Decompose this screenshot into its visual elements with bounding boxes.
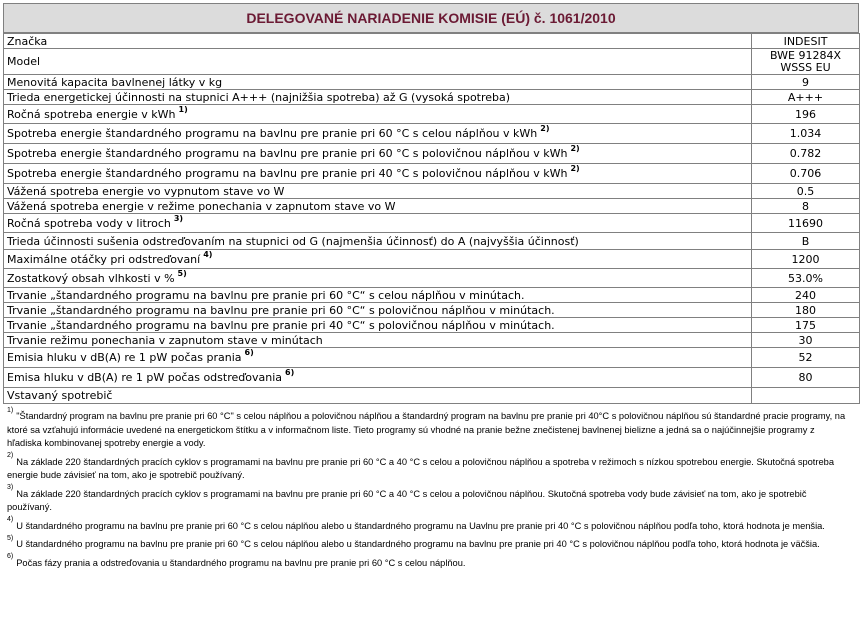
table-row	[4, 388, 860, 404]
table-row	[4, 214, 860, 233]
row-value: 9	[752, 75, 860, 90]
footnote-text: U štandardného programu na bavlnu pre pranie pri 60 °C s celou náplňou alebo u štandardného programu na bavlnu pre pranie pri 40 °C s polovičnou náplňou podľa toho, ktorá hodnota je väčšia.	[16, 539, 820, 549]
row-label	[4, 250, 752, 269]
row-label-text: Spotreba energie štandardného programu na bavlnu pre pranie pri 60 °C s celou náplňou v kWh	[7, 127, 538, 140]
row-label	[4, 184, 752, 199]
row-label-text: Zostatkový obsah vlhkosti v %	[7, 271, 175, 285]
footnote	[7, 484, 847, 515]
row-label	[4, 318, 752, 333]
row-label-text: Emisa hluku v dB(A) re 1 pW počas odstreďovania	[7, 371, 282, 384]
row-value: B	[752, 233, 860, 250]
table-row	[4, 184, 860, 199]
row-label-text: Maximálne otáčky pri odstreďovaní	[7, 252, 201, 266]
row-value: A+++	[752, 90, 860, 105]
row-label-text: Menovitá kapacita bavlnenej látky v kg	[7, 75, 223, 89]
row-label	[4, 333, 752, 348]
row-label	[4, 90, 752, 105]
row-value: 196	[752, 105, 860, 124]
footnote	[7, 516, 847, 534]
row-label	[4, 269, 752, 288]
table-row	[4, 34, 860, 49]
footnote-ref: 3)	[173, 213, 184, 223]
row-value: 11690	[752, 214, 860, 233]
row-label-text: Trieda účinnosti sušenia odstreďovaním na stupnici od G (najmenšia účinnosť) do A (najvyššia účinnosť)	[7, 234, 579, 248]
row-label-text: Ročná spotreba vody v litroch	[7, 216, 171, 230]
row-label-text: Trvanie „štandardného programu na bavlnu pre pranie pri 60 °C“ s polovičnou náplňou v minútach.	[7, 303, 555, 317]
row-label-text: Ročná spotreba energie v kWh	[7, 107, 176, 121]
table-row	[4, 303, 860, 318]
footnote-number: 1)	[7, 406, 14, 414]
row-label-text: Model	[7, 55, 41, 68]
table-row	[4, 144, 860, 164]
row-value: 0.706	[752, 164, 860, 184]
footnote-text: U štandardného programu na bavlnu pre pranie pri 60 °C s celou náplňou alebo u štandardného programu na Uavlnu pre pranie pri 40 °C s polovičnou náplňou podľa toho, ktorá hodnota je menšia.	[16, 520, 825, 531]
row-value: INDESIT	[752, 34, 860, 49]
row-value: 0.782	[752, 144, 860, 164]
row-label	[4, 348, 752, 368]
footnote-number: 2)	[7, 452, 14, 460]
footnote	[7, 553, 847, 571]
footnote-text: "Štandardný program na bavlnu pre pranie pri 60 °C" s celou náplňou a polovičnou náplňou a štandardný program na bavlnu pre pranie pri 40°C s polovičnou náplňou sú štandardné pracie programy, na ktoré sa vzťahujú informácie uvedené na energetickom štítku a v informačnom liste. Tieto programy sú vhodné na pranie bežne znečistenej bavlnenej bielizne a jedná sa o najúčinnejšie programy z hľadiska kombinovanej spotreby energie a vody.	[7, 411, 846, 448]
footnote-number: 3)	[7, 484, 14, 492]
row-label-text: Trvanie „štandardného programu na bavlnu pre pranie pri 40 °C“ s polovičnou náplňou v minútach.	[7, 318, 555, 332]
table-row	[4, 318, 860, 333]
table-row	[4, 164, 860, 184]
row-label	[4, 303, 752, 318]
row-label	[4, 144, 752, 164]
row-label-text: Vážená spotreba energie vo vypnutom stave vo W	[7, 184, 285, 198]
document-title: DELEGOVANÉ NARIADENIE KOMISIE (EÚ) č. 1061/2010	[3, 3, 859, 33]
row-value	[752, 388, 860, 404]
row-label	[4, 388, 752, 404]
row-label	[4, 34, 752, 49]
footnote-number: 6)	[7, 553, 14, 561]
footnote-text: Na základe 220 štandardných pracích cyklov s programami na bavlnu pre pranie pri 60 °C a 40 °C s celou a polovičnou náplňou. Skutočná spotreba vody bude závisieť na tom, ako je spotrebič používaný.	[7, 488, 807, 512]
row-value: 0.5	[752, 184, 860, 199]
footnote-ref: 4)	[203, 249, 213, 259]
table-row	[4, 368, 860, 388]
row-label	[4, 233, 752, 250]
row-value: 180	[752, 303, 860, 318]
table-row	[4, 333, 860, 348]
table-row	[4, 269, 860, 288]
row-label-text: Spotreba energie štandardného programu na bavlnu pre pranie pri 60 °C s polovičnou náplňou v kWh	[7, 147, 568, 160]
table-row	[4, 250, 860, 269]
table-row	[4, 105, 860, 124]
row-label-text: Spotreba energie štandardného programu na bavlnu pre pranie pri 40 °C s polovičnou náplňou v kWh	[7, 167, 568, 180]
specs-table	[3, 33, 860, 404]
row-value: 1200	[752, 250, 860, 269]
footnote-ref: 2)	[570, 144, 580, 154]
row-label-text: Trieda energetickej účinnosti na stupnici A+++ (najnižšia spotreba) až G (vysoká spotreba)	[7, 90, 511, 104]
footnotes	[3, 406, 847, 570]
row-label-text: Trvanie „štandardného programu na bavlnu pre pranie pri 60 °C“ s celou náplňou v minútach.	[7, 288, 525, 302]
footnote-ref: 2)	[570, 164, 580, 174]
footnote-ref: 6)	[285, 368, 295, 378]
footnote-number: 4)	[7, 516, 14, 524]
row-label	[4, 75, 752, 90]
row-value: 80	[752, 368, 860, 388]
footnote-ref: 2)	[540, 124, 550, 134]
row-label-text: Trvanie režimu ponechania v zapnutom stave v minútach	[7, 333, 323, 347]
row-label-text: Značka	[7, 34, 48, 48]
footnote-text: Na základe 220 štandardných pracích cyklov s programami na bavlnu pre pranie pri 60 °C a 40 °C s celou a polovičnou náplňou a spotreba v režimoch s nízkou spotrebou energie. Skutočná spotreba energie bude závisieť na tom, ako je spotrebič používaný.	[7, 456, 835, 480]
footnote-ref: 5)	[177, 268, 187, 278]
row-label	[4, 49, 752, 75]
row-value: BWE 91284X WSSS EU	[752, 49, 860, 75]
footnote-number: 5)	[7, 534, 14, 542]
row-label-text: Vážená spotreba energie v režime ponechania v zapnutom stave vo W	[7, 199, 396, 213]
table-row	[4, 75, 860, 90]
footnote	[7, 452, 847, 483]
table-row	[4, 288, 860, 303]
footnote	[7, 406, 847, 451]
row-value: 175	[752, 318, 860, 333]
row-label	[4, 199, 752, 214]
row-label	[4, 288, 752, 303]
table-row	[4, 199, 860, 214]
table-row	[4, 233, 860, 250]
table-row	[4, 90, 860, 105]
row-value: 30	[752, 333, 860, 348]
row-label-text: Emisia hluku v dB(A) re 1 pW počas prania	[7, 351, 242, 364]
row-value: 240	[752, 288, 860, 303]
footnote	[7, 534, 847, 552]
row-value: 52	[752, 348, 860, 368]
row-label	[4, 214, 752, 233]
row-label	[4, 105, 752, 124]
footnote-text: Počas fázy prania a odstreďovania u štandardného programu na bavlnu pre pranie pri 60 °C s celou náplňou.	[16, 557, 466, 568]
row-label	[4, 368, 752, 388]
energy-label-sheet	[3, 3, 859, 575]
table-row	[4, 49, 860, 75]
row-value: 1.034	[752, 124, 860, 144]
table-row	[4, 124, 860, 144]
row-label	[4, 124, 752, 144]
footnote-ref: 1)	[178, 104, 188, 114]
row-value: 53.0%	[752, 269, 860, 288]
footnote-ref: 6)	[244, 348, 254, 358]
row-value: 8	[752, 199, 860, 214]
row-label	[4, 164, 752, 184]
row-label-text: Vstavaný spotrebič	[7, 389, 113, 402]
table-row	[4, 348, 860, 368]
